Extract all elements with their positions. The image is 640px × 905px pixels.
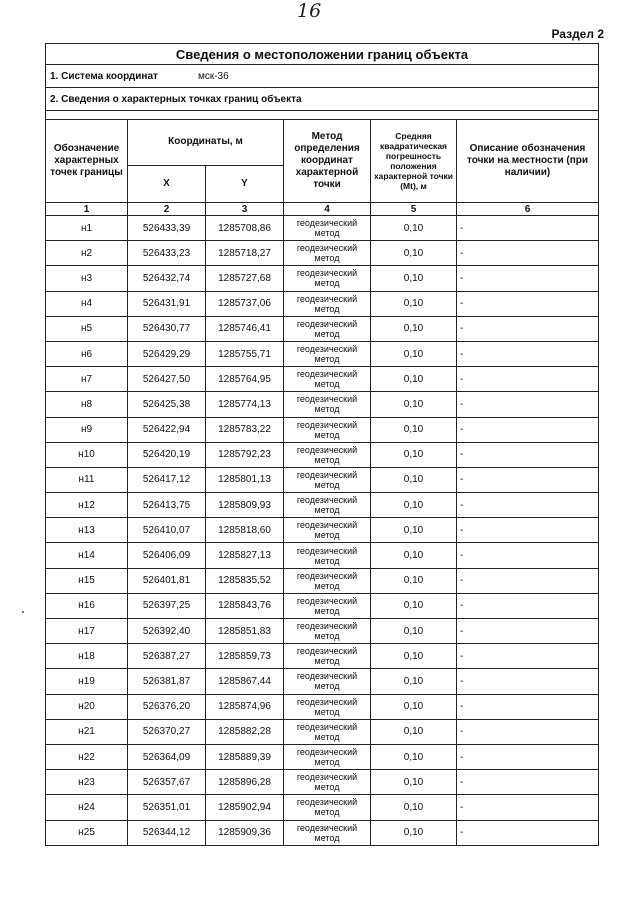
coord-system-label: 1. Система координат [50, 70, 158, 82]
accuracy-cell: 0,10 [371, 241, 457, 266]
method-cell: геодезический метод [284, 266, 371, 291]
accuracy-cell: 0,10 [371, 417, 457, 442]
y-coordinate-cell: 1285835,52 [206, 568, 284, 593]
accuracy-cell: 0,10 [371, 367, 457, 392]
x-coordinate-cell: 526351,01 [128, 795, 206, 820]
y-coordinate-cell: 1285801,13 [206, 467, 284, 492]
y-coordinate-cell: 1285737,06 [206, 291, 284, 316]
table-row [46, 770, 599, 795]
method-cell: геодезический метод [284, 291, 371, 316]
column-number: 4 [284, 203, 371, 216]
x-coordinate-cell: 526364,09 [128, 744, 206, 769]
method-cell: геодезический метод [284, 316, 371, 341]
x-coordinate-cell: 526430,77 [128, 316, 206, 341]
table-row [46, 719, 599, 744]
method-cell: геодезический метод [284, 518, 371, 543]
y-coordinate-cell: 1285755,71 [206, 341, 284, 366]
x-coordinate-cell: 526406,09 [128, 543, 206, 568]
x-coordinate-cell: 526420,19 [128, 442, 206, 467]
y-coordinate-cell: 1285827,13 [206, 543, 284, 568]
table-row [46, 669, 599, 694]
description-cell: - [457, 820, 599, 845]
x-coordinate-cell: 526370,27 [128, 719, 206, 744]
accuracy-cell: 0,10 [371, 770, 457, 795]
header-coordinates: Координаты, м [128, 120, 284, 166]
accuracy-cell: 0,10 [371, 669, 457, 694]
y-coordinate-cell: 1285882,28 [206, 719, 284, 744]
point-id-cell: н19 [46, 669, 128, 694]
x-coordinate-cell: 526410,07 [128, 518, 206, 543]
x-coordinate-cell: 526357,67 [128, 770, 206, 795]
description-cell: - [457, 644, 599, 669]
y-coordinate-cell: 1285718,27 [206, 241, 284, 266]
accuracy-cell: 0,10 [371, 543, 457, 568]
accuracy-cell: 0,10 [371, 518, 457, 543]
point-id-cell: н12 [46, 493, 128, 518]
accuracy-cell: 0,10 [371, 467, 457, 492]
accuracy-cell: 0,10 [371, 619, 457, 644]
y-coordinate-cell: 1285874,96 [206, 694, 284, 719]
point-id-cell: н8 [46, 392, 128, 417]
point-id-cell: н4 [46, 291, 128, 316]
column-number: 5 [371, 203, 457, 216]
method-cell: геодезический метод [284, 341, 371, 366]
accuracy-cell: 0,10 [371, 744, 457, 769]
point-id-cell: н6 [46, 341, 128, 366]
table-row [46, 593, 599, 618]
column-number: 3 [206, 203, 284, 216]
y-coordinate-cell: 1285851,83 [206, 619, 284, 644]
accuracy-cell: 0,10 [371, 795, 457, 820]
header-accuracy: Средняя квадратическая погрешность положения характерной точки (Mt), м [371, 120, 457, 203]
method-cell: геодезический метод [284, 467, 371, 492]
point-id-cell: н17 [46, 619, 128, 644]
description-cell: - [457, 291, 599, 316]
point-id-cell: н16 [46, 593, 128, 618]
table-row [46, 820, 599, 845]
accuracy-cell: 0,10 [371, 392, 457, 417]
table-row [46, 493, 599, 518]
method-cell: геодезический метод [284, 593, 371, 618]
table-row [46, 442, 599, 467]
method-cell: геодезический метод [284, 543, 371, 568]
description-cell: - [457, 518, 599, 543]
x-coordinate-cell: 526427,50 [128, 367, 206, 392]
x-coordinate-cell: 526392,40 [128, 619, 206, 644]
header-designation: Обозначение характерных точек границы [46, 120, 128, 203]
point-id-cell: н2 [46, 241, 128, 266]
x-coordinate-cell: 526433,39 [128, 216, 206, 241]
description-cell: - [457, 719, 599, 744]
description-cell: - [457, 619, 599, 644]
y-coordinate-cell: 1285764,95 [206, 367, 284, 392]
x-coordinate-cell: 526422,94 [128, 417, 206, 442]
method-cell: геодезический метод [284, 241, 371, 266]
header-method: Метод определения координат характерной точки [284, 120, 371, 203]
y-coordinate-cell: 1285792,23 [206, 442, 284, 467]
x-coordinate-cell: 526433,23 [128, 241, 206, 266]
table-row [46, 568, 599, 593]
table-row [46, 744, 599, 769]
table-row [46, 392, 599, 417]
x-coordinate-cell: 526397,25 [128, 593, 206, 618]
column-number: 1 [46, 203, 128, 216]
method-cell: геодезический метод [284, 744, 371, 769]
method-cell: геодезический метод [284, 568, 371, 593]
accuracy-cell: 0,10 [371, 493, 457, 518]
y-coordinate-cell: 1285909,36 [206, 820, 284, 845]
point-id-cell: н10 [46, 442, 128, 467]
method-cell: геодезический метод [284, 644, 371, 669]
accuracy-cell: 0,10 [371, 568, 457, 593]
description-cell: - [457, 341, 599, 366]
y-coordinate-cell: 1285889,39 [206, 744, 284, 769]
section-title: Раздел 2 [551, 27, 604, 41]
description-cell: - [457, 467, 599, 492]
y-coordinate-cell: 1285867,44 [206, 669, 284, 694]
x-coordinate-cell: 526425,38 [128, 392, 206, 417]
x-coordinate-cell: 526376,20 [128, 694, 206, 719]
point-id-cell: н22 [46, 744, 128, 769]
accuracy-cell: 0,10 [371, 644, 457, 669]
point-id-cell: н24 [46, 795, 128, 820]
description-cell: - [457, 744, 599, 769]
table-row [46, 316, 599, 341]
table-row [46, 644, 599, 669]
y-coordinate-cell: 1285902,94 [206, 795, 284, 820]
method-cell: геодезический метод [284, 820, 371, 845]
method-cell: геодезический метод [284, 795, 371, 820]
y-coordinate-cell: 1285708,86 [206, 216, 284, 241]
table-row [46, 241, 599, 266]
point-id-cell: н13 [46, 518, 128, 543]
table-row [46, 266, 599, 291]
x-coordinate-cell: 526401,81 [128, 568, 206, 593]
point-id-cell: н21 [46, 719, 128, 744]
point-id-cell: н20 [46, 694, 128, 719]
description-cell: - [457, 241, 599, 266]
description-cell: - [457, 316, 599, 341]
margin-mark [22, 611, 24, 613]
description-cell: - [457, 392, 599, 417]
accuracy-cell: 0,10 [371, 442, 457, 467]
accuracy-cell: 0,10 [371, 593, 457, 618]
description-cell: - [457, 795, 599, 820]
table-row [46, 694, 599, 719]
y-coordinate-cell: 1285859,73 [206, 644, 284, 669]
point-id-cell: н23 [46, 770, 128, 795]
description-cell: - [457, 417, 599, 442]
table-row [46, 367, 599, 392]
description-cell: - [457, 694, 599, 719]
point-id-cell: н1 [46, 216, 128, 241]
description-cell: - [457, 442, 599, 467]
y-coordinate-cell: 1285727,68 [206, 266, 284, 291]
y-coordinate-cell: 1285809,93 [206, 493, 284, 518]
x-coordinate-cell: 526417,12 [128, 467, 206, 492]
description-cell: - [457, 266, 599, 291]
x-coordinate-cell: 526387,27 [128, 644, 206, 669]
description-cell: - [457, 543, 599, 568]
table-row [46, 543, 599, 568]
accuracy-cell: 0,10 [371, 719, 457, 744]
accuracy-cell: 0,10 [371, 216, 457, 241]
x-coordinate-cell: 526381,87 [128, 669, 206, 694]
y-coordinate-cell: 1285896,28 [206, 770, 284, 795]
y-coordinate-cell: 1285818,60 [206, 518, 284, 543]
accuracy-cell: 0,10 [371, 266, 457, 291]
point-id-cell: н5 [46, 316, 128, 341]
method-cell: геодезический метод [284, 694, 371, 719]
table-row [46, 291, 599, 316]
x-coordinate-cell: 526344,12 [128, 820, 206, 845]
accuracy-cell: 0,10 [371, 316, 457, 341]
description-cell: - [457, 593, 599, 618]
description-cell: - [457, 367, 599, 392]
header-y: Y [206, 165, 284, 202]
description-cell: - [457, 669, 599, 694]
method-cell: геодезический метод [284, 216, 371, 241]
boundary-points-table [45, 43, 599, 846]
method-cell: геодезический метод [284, 619, 371, 644]
table-row [46, 467, 599, 492]
column-number: 2 [128, 203, 206, 216]
method-cell: геодезический метод [284, 493, 371, 518]
description-cell: - [457, 770, 599, 795]
description-cell: - [457, 216, 599, 241]
method-cell: геодезический метод [284, 367, 371, 392]
y-coordinate-cell: 1285843,76 [206, 593, 284, 618]
table-row [46, 795, 599, 820]
method-cell: геодезический метод [284, 719, 371, 744]
page-number: 16 [297, 0, 322, 22]
spacer [46, 111, 599, 120]
x-coordinate-cell: 526413,75 [128, 493, 206, 518]
header-x: X [128, 165, 206, 202]
x-coordinate-cell: 526429,29 [128, 341, 206, 366]
y-coordinate-cell: 1285783,22 [206, 417, 284, 442]
header-description: Описание обозначения точки на местности (при наличии) [457, 120, 599, 203]
column-numbers-row [46, 203, 599, 216]
coord-system-row [46, 65, 599, 88]
table-row [46, 216, 599, 241]
point-id-cell: н18 [46, 644, 128, 669]
point-id-cell: н7 [46, 367, 128, 392]
method-cell: геодезический метод [284, 392, 371, 417]
y-coordinate-cell: 1285774,13 [206, 392, 284, 417]
point-id-cell: н14 [46, 543, 128, 568]
method-cell: геодезический метод [284, 669, 371, 694]
point-id-cell: н11 [46, 467, 128, 492]
table-row [46, 619, 599, 644]
point-id-cell: н25 [46, 820, 128, 845]
table-row [46, 518, 599, 543]
table-row [46, 417, 599, 442]
accuracy-cell: 0,10 [371, 291, 457, 316]
document-title: Сведения о местоположении границ объекта [46, 44, 599, 65]
accuracy-cell: 0,10 [371, 341, 457, 366]
point-id-cell: н3 [46, 266, 128, 291]
column-number: 6 [457, 203, 599, 216]
point-id-cell: н9 [46, 417, 128, 442]
method-cell: геодезический метод [284, 417, 371, 442]
coord-system-value: мск-36 [197, 70, 229, 82]
description-cell: - [457, 493, 599, 518]
description-cell: - [457, 568, 599, 593]
accuracy-cell: 0,10 [371, 694, 457, 719]
x-coordinate-cell: 526431,91 [128, 291, 206, 316]
accuracy-cell: 0,10 [371, 820, 457, 845]
points-heading: 2. Сведения о характерных точках границ объекта [46, 88, 599, 111]
y-coordinate-cell: 1285746,41 [206, 316, 284, 341]
table-row [46, 341, 599, 366]
point-id-cell: н15 [46, 568, 128, 593]
method-cell: геодезический метод [284, 442, 371, 467]
method-cell: геодезический метод [284, 770, 371, 795]
x-coordinate-cell: 526432,74 [128, 266, 206, 291]
